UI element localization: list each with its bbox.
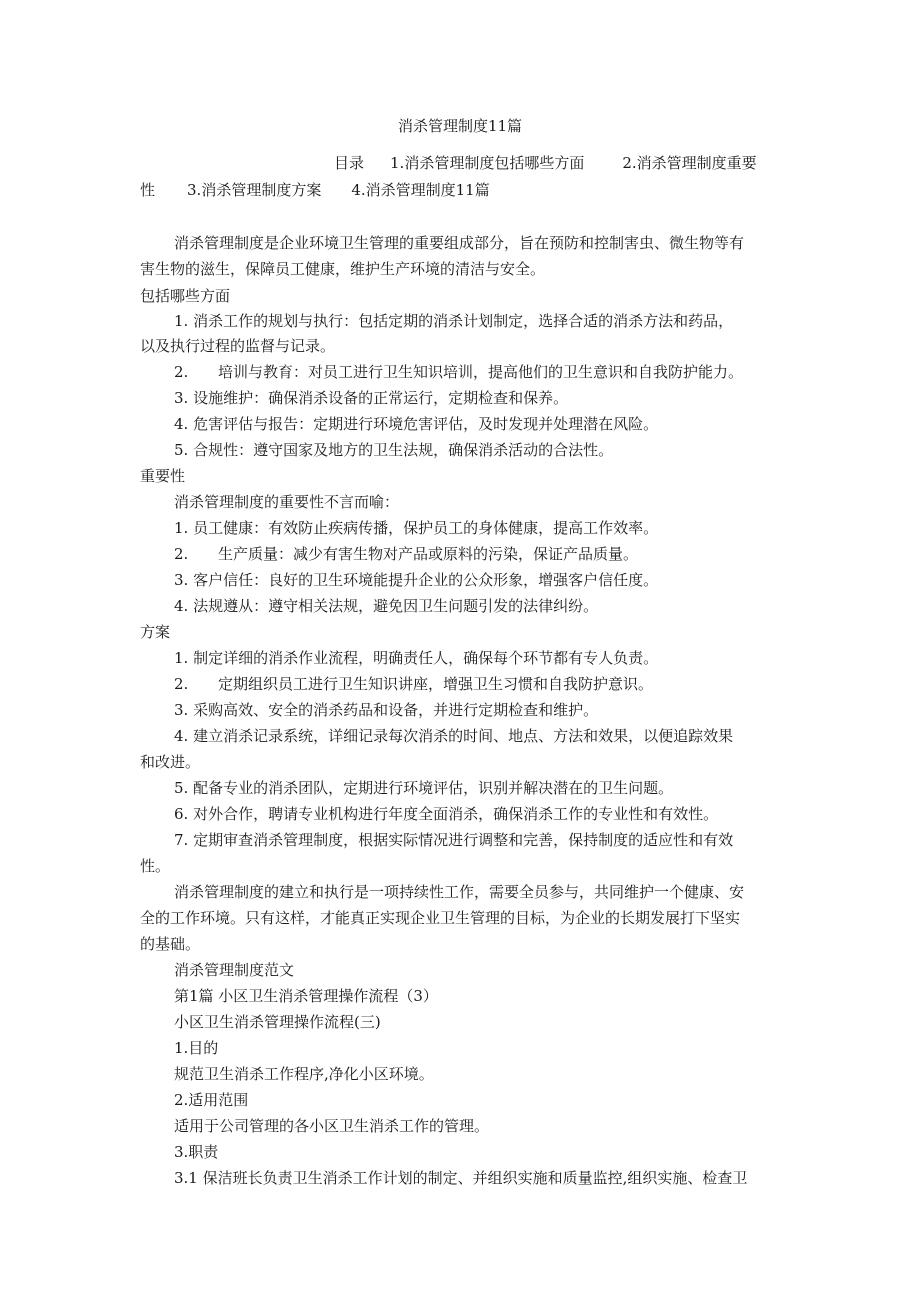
scope-item-4: 4. 危害评估与报告：定期进行环境危害评估，及时发现并处理潜在风险。 bbox=[174, 415, 659, 433]
importance-lead: 消杀管理制度的重要性不言而喻： bbox=[174, 493, 400, 511]
plan-item-1: 1. 制定详细的消杀作业流程，明确责任人，确保每个环节都有专人负责。 bbox=[174, 649, 659, 667]
section-2-body: 适用于公司管理的各小区卫生消杀工作的管理。 bbox=[174, 1117, 490, 1135]
plan-item-7-cont: 性。 bbox=[140, 857, 171, 875]
toc-item-3[interactable]: 3.消杀管理制度方案 bbox=[187, 181, 322, 199]
section-3-heading: 3.职责 bbox=[174, 1143, 219, 1161]
section-1-heading: 1.目的 bbox=[174, 1039, 219, 1057]
scope-item-1-cont: 以及执行过程的监督与记录。 bbox=[140, 337, 336, 355]
scope-item-5: 5. 合规性：遵守国家及地方的卫生法规，确保消杀活动的合法性。 bbox=[174, 441, 614, 459]
plan-item-2-number: 2. bbox=[174, 675, 189, 693]
toc-item-2[interactable]: 2.消杀管理制度重要 bbox=[622, 154, 757, 172]
section-2-heading: 2.适用范围 bbox=[174, 1091, 249, 1109]
scope-item-2 bbox=[174, 362, 743, 382]
plan-item-7: 7. 定期审查消杀管理制度，根据实际情况进行调整和完善，保持制度的适应性和有效 bbox=[174, 831, 734, 849]
importance-heading: 重要性 bbox=[140, 467, 186, 485]
plan-item-5: 5. 配备专业的消杀团队，定期进行环境评估，识别并解决潜在的卫生问题。 bbox=[174, 779, 674, 797]
conclusion-line-2: 全的工作环境。只有这样，才能真正实现企业卫生管理的目标，为企业的长期发展打下坚实 bbox=[140, 909, 741, 927]
plan-heading: 方案 bbox=[140, 623, 171, 641]
sample-heading: 消杀管理制度范文 bbox=[174, 961, 295, 979]
document-title: 消杀管理制度11篇 bbox=[397, 117, 523, 135]
conclusion-line-1: 消杀管理制度的建立和执行是一项持续性工作，需要全员参与，共同维护一个健康、安 bbox=[174, 883, 745, 901]
scope-item-2-number: 2. bbox=[174, 363, 189, 381]
importance-item-2-text: 生产质量：减少有害生物对产品或原料的污染，保证产品质量。 bbox=[218, 545, 639, 563]
toc-line-1 bbox=[334, 153, 757, 173]
scope-heading: 包括哪些方面 bbox=[140, 287, 231, 305]
toc-item-4[interactable]: 4.消杀管理制度11篇 bbox=[351, 181, 490, 199]
article-title: 第1篇 小区卫生消杀管理操作流程（3） bbox=[174, 987, 438, 1005]
plan-item-6: 6. 对外合作，聘请专业机构进行年度全面消杀，确保消杀工作的专业性和有效性。 bbox=[174, 805, 719, 823]
scope-item-3: 3. 设施维护：确保消杀设备的正常运行，定期检查和保养。 bbox=[174, 389, 569, 407]
intro-line-2: 害生物的滋生，保障员工健康，维护生产环境的清洁与安全。 bbox=[140, 260, 546, 278]
importance-item-1: 1. 员工健康：有效防止疾病传播，保护员工的身体健康，提高工作效率。 bbox=[174, 519, 659, 537]
plan-item-2 bbox=[174, 674, 653, 694]
article-subtitle: 小区卫生消杀管理操作流程(三) bbox=[174, 1013, 381, 1031]
plan-item-3: 3. 采购高效、安全的消杀药品和设备，并进行定期检查和维护。 bbox=[174, 701, 599, 719]
intro-line-1: 消杀管理制度是企业环境卫生管理的重要组成部分，旨在预防和控制害虫、微生物等有 bbox=[174, 234, 745, 252]
scope-item-2-text: 培训与教育：对员工进行卫生知识培训，提高他们的卫生意识和自我防护能力。 bbox=[218, 363, 744, 381]
importance-item-4: 4. 法规遵从：遵守相关法规，避免因卫生问题引发的法律纠纷。 bbox=[174, 597, 599, 615]
toc-item-2-cont[interactable]: 性 bbox=[140, 181, 156, 199]
conclusion-line-3: 的基础。 bbox=[140, 935, 201, 953]
toc-item-1[interactable]: 1.消杀管理制度包括哪些方面 bbox=[390, 154, 585, 172]
scope-item-1: 1. 消杀工作的规划与执行：包括定期的消杀计划制定，选择合适的消杀方法和药品， bbox=[174, 312, 734, 330]
plan-item-2-text: 定期组织员工进行卫生知识讲座，增强卫生习惯和自我防护意识。 bbox=[218, 675, 654, 693]
toc-label: 目录 bbox=[334, 154, 365, 172]
plan-item-4: 4. 建立消杀记录系统，详细记录每次消杀的时间、地点、方法和效果，以便追踪效果 bbox=[174, 727, 734, 745]
plan-item-4-cont: 和改进。 bbox=[140, 753, 201, 771]
toc-line-2 bbox=[140, 180, 490, 200]
importance-item-2-number: 2. bbox=[174, 545, 189, 563]
section-1-body: 规范卫生消杀工作程序,净化小区环境。 bbox=[174, 1065, 434, 1083]
importance-item-2 bbox=[174, 544, 638, 564]
importance-item-3: 3. 客户信任：良好的卫生环境能提升企业的公众形象，增强客户信任度。 bbox=[174, 571, 659, 589]
section-3-body: 3.1 保洁班长负责卫生消杀工作计划的制定、并组织实施和质量监控,组织实施、检查卫 bbox=[174, 1169, 748, 1187]
